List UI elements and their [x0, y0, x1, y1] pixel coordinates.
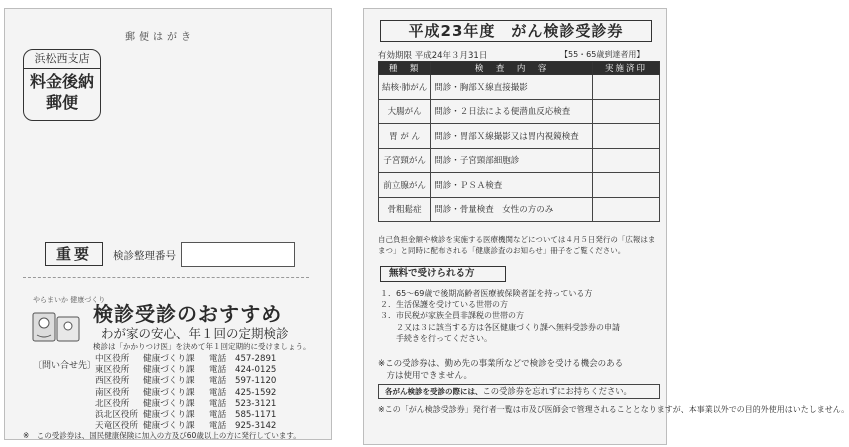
screening-table [378, 61, 660, 222]
contact-row [95, 410, 276, 421]
row-done-stamp [593, 99, 660, 124]
contact-tel-label: 電話 [209, 421, 227, 432]
table-row [379, 173, 660, 198]
reminder-box [378, 384, 660, 399]
row-type: 胃 が ん [379, 124, 431, 149]
contact-tel: 424-0125 [235, 365, 277, 376]
row-content-extra: 女性の方のみ [502, 205, 554, 216]
privacy-note: ※この「がん検診受診券」発行者一覧は市及び医師会で管理されることとなりますが、本事業以外での目的外使用はいたしません。 [378, 405, 849, 414]
contact-tel: 457-2891 [235, 354, 277, 364]
contact-tel-label: 電話 [209, 387, 227, 398]
management-number-field[interactable] [181, 242, 295, 267]
list-item: ２又は３に該当する方は各区健康づくり課へ無料受診券の申請 [380, 322, 620, 332]
contact-office: 天竜区役所 [95, 421, 138, 432]
header-done: 実施済印 [593, 62, 660, 75]
contact-office: 東区役所 [95, 365, 130, 376]
postcard-title: 郵便はがき [125, 32, 195, 43]
postcard-address-side [4, 8, 332, 440]
footnote: ※ この受診券は、国民健康保険に加入の方及び60歳以上の方に発行しています。 [23, 431, 301, 440]
contact-row [95, 354, 276, 365]
row-content-text: 問診・子宮頸部細胞診 [434, 156, 520, 167]
management-number-label: 検診整理番号 [113, 250, 176, 262]
contact-tel: 925-3142 [235, 421, 277, 432]
contact-tel-label: 電話 [209, 409, 227, 420]
row-content [431, 124, 593, 149]
contact-office: 西区役所 [95, 376, 130, 387]
header-content: 検 査 内 容 [431, 62, 593, 75]
row-content-text: 問診・胃部Ｘ線撮影又は胃内視鏡検査 [434, 131, 579, 142]
row-type: 大腸がん [379, 99, 431, 124]
reminder-bold: 各がん検診を受診の際には、 [385, 387, 483, 396]
usage-restriction-line2: 方は使用できません。 [378, 371, 473, 381]
contact-tel-label: 電話 [209, 365, 227, 376]
stamp-line2: 郵便 [45, 93, 78, 112]
row-done-stamp [593, 75, 660, 100]
contact-dept: 健康づくり課 [143, 365, 195, 376]
header-type: 種 類 [379, 62, 431, 75]
row-done-stamp [593, 124, 660, 149]
contact-row [95, 376, 276, 387]
row-content [431, 173, 593, 198]
row-done-stamp [593, 148, 660, 173]
contact-tel-label: 電話 [209, 398, 227, 409]
contact-dept: 健康づくり課 [143, 376, 195, 387]
row-type: 結核·肺がん [379, 75, 431, 100]
free-eligibility-heading: 無料で受けられる方 [380, 266, 506, 282]
contact-office: 中区役所 [95, 354, 130, 364]
promo-subtitle: わが家の安心、年１回の定期検診 [101, 326, 289, 341]
divider [23, 277, 309, 278]
table-header-row [379, 62, 660, 75]
row-content-text: 問診・骨量検査 [434, 205, 494, 216]
postage-paid-stamp [23, 49, 101, 121]
contact-row [95, 388, 276, 399]
mascot-text: やらまいか 健康づくり [33, 296, 106, 304]
usage-restriction-line1: ※この受診券は、勤め先の事業所などで検診を受ける機会のある [378, 359, 624, 369]
contact-row [95, 399, 276, 410]
row-content [431, 75, 593, 100]
list-item: ２．生活保護を受けている世帯の方 [380, 300, 508, 310]
contact-office: 南区役所 [95, 387, 130, 398]
contact-tel: 597-1120 [235, 376, 277, 387]
contact-tel: 585-1171 [235, 409, 277, 420]
table-row [379, 148, 660, 173]
row-type: 子宮頸がん [379, 148, 431, 173]
row-type: 骨粗鬆症 [379, 197, 431, 222]
row-done-stamp [593, 173, 660, 198]
contact-dept: 健康づくり課 [143, 387, 195, 398]
cancer-screening-coupon [363, 8, 849, 445]
table-row [379, 99, 660, 124]
target-group: 【55・65歳到達者用】 [560, 50, 645, 59]
row-content-text: 問診・ＰＳＡ検査 [434, 180, 503, 191]
row-content [431, 99, 593, 124]
row-content-text: 問診・胸部Ｘ線直接撮影 [434, 82, 528, 93]
contacts-label: 〔問い合せ先〕 [33, 361, 97, 371]
list-item: ３．市民税が家族全員非課税の世帯の方 [380, 311, 524, 321]
contact-dept: 健康づくり課 [143, 421, 195, 432]
list-item: 手続きを行ってください。 [380, 333, 492, 343]
row-type: 前立腺がん [379, 173, 431, 198]
usage-restriction-note [378, 358, 623, 382]
validity-date: 有効期限 平成24年３月31日 [378, 51, 488, 61]
free-eligibility-list [380, 288, 662, 344]
promo-note: 検診は「かかりつけ医」を決めて年１回定期的に受けましょう。 [93, 342, 311, 351]
contact-row [95, 365, 276, 376]
important-label: 重要 [45, 242, 103, 266]
contact-list [95, 354, 276, 432]
info-note: 自己負担金額や検診を実施する医療機関などについては４月５日発行の「広報はままつ」と同時に配布される「健康診査のお知らせ」冊子をご覧ください。 [378, 235, 656, 255]
contact-tel-label: 電話 [209, 376, 227, 387]
table-row [379, 124, 660, 149]
contact-office: 浜北区役所 [95, 409, 138, 420]
contact-dept: 健康づくり課 [143, 398, 195, 409]
table-row [379, 75, 660, 100]
contact-tel-label: 電話 [209, 354, 227, 364]
contact-tel: 523-3121 [235, 398, 277, 409]
reminder-text: この受診券を忘れずにお持ちください。 [482, 386, 632, 396]
coupon-title: 平成23年度 がん検診受診券 [380, 20, 652, 42]
stamp-line1: 料金後納 [29, 72, 94, 91]
row-content [431, 197, 593, 222]
stamp-branch: 浜松西支店 [24, 50, 100, 69]
table-row [379, 197, 660, 222]
row-content-text: 問診・２日法による便潜血反応検査 [434, 107, 571, 118]
contact-tel: 425-1592 [235, 387, 277, 398]
contact-dept: 健康づくり課 [143, 409, 195, 420]
list-item: １．65～69歳で後期高齢者医療被保険者証を持っている方 [380, 289, 593, 298]
contact-dept: 健康づくり課 [143, 354, 195, 364]
promo-title: 検診受診のおすすめ [93, 302, 283, 326]
row-content [431, 148, 593, 173]
row-done-stamp [593, 197, 660, 222]
contact-office: 北区役所 [95, 398, 130, 409]
